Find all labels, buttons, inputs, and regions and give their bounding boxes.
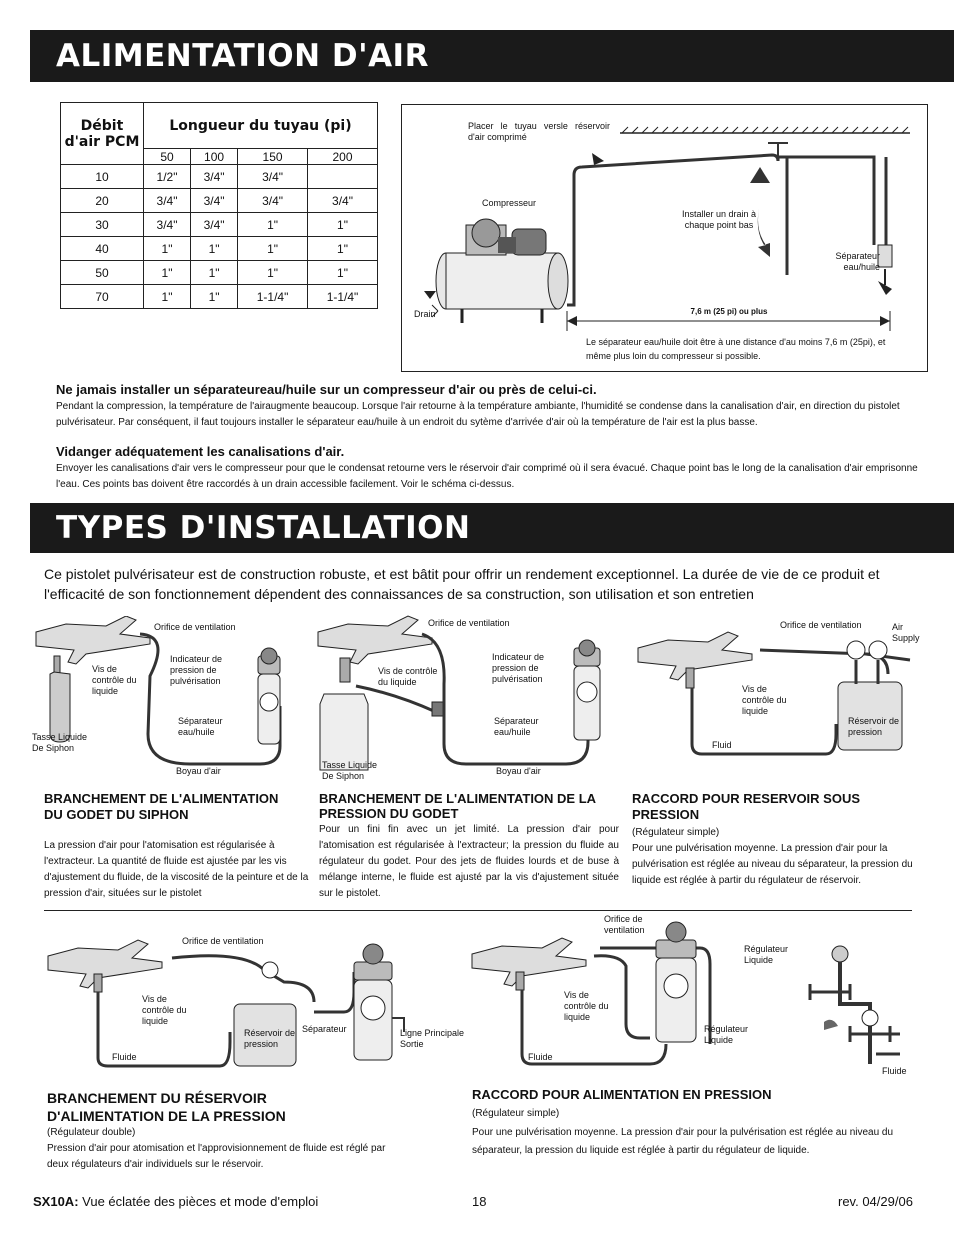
table-row: [61, 165, 378, 189]
label-note: Le séparateur eau/huile doit être à une distance d'au moins 7,6 m (25pi), et même plus loin du compresseur si possible.: [586, 337, 886, 361]
length-cell: 150: [238, 149, 308, 165]
label-boyau: Boyau d'air: [176, 766, 221, 776]
page-number: 18: [472, 1194, 487, 1209]
label-tasse: Tasse Liquide De Siphon: [322, 760, 378, 781]
table-cell: 1": [144, 237, 191, 261]
table-cell: 1": [144, 285, 191, 309]
table-cell: 3/4": [144, 189, 191, 213]
dual-heading: BRANCHEMENT DU RÉSERVOIR D'ALIMENTATION DE LA PRESSION: [47, 1090, 286, 1124]
warning-title: Ne jamais installer un séparateureau/huile sur un compresseur d'air ou près de celui-ci.: [56, 382, 597, 397]
tank-sub: (Régulateur simple): [632, 827, 720, 838]
label-regulateur-2: Régulateur Liquide: [704, 1024, 749, 1045]
label-orifice: Orifice de ventilation: [182, 936, 264, 946]
length-cell: 50: [144, 149, 191, 165]
table-cell: 3/4": [308, 189, 378, 213]
header-debit: Débit d'air PCM: [61, 103, 144, 165]
label-fluid: Fluid: [712, 740, 732, 750]
footer-left: [33, 1194, 318, 1209]
label-orifice: Orifice de ventilation: [428, 618, 510, 628]
label-distance: 7,6 m (25 pi) ou plus: [690, 307, 768, 316]
table-cell: 1": [191, 285, 238, 309]
table-cell: 1": [238, 213, 308, 237]
footer-rev: rev. 04/29/06: [838, 1194, 913, 1209]
label-placer: Placer le tuyau versle réservoir d'air comprimé: [468, 121, 610, 142]
length-cell: 200: [308, 149, 378, 165]
table-cell: 50: [61, 261, 144, 285]
table-cell: 3/4": [191, 165, 238, 189]
table-cell: 1": [238, 237, 308, 261]
label-ligne: Ligne Principale Sortie: [400, 1028, 465, 1049]
footer-desc: Vue éclatée des pièces et mode d'emploi: [82, 1194, 319, 1209]
table-cell: 3/4": [191, 189, 238, 213]
label-fluide-2: Fluide: [882, 1066, 907, 1076]
label-reservoir: Réservoir de pression: [244, 1028, 296, 1049]
compressor-diagram: [401, 104, 928, 372]
warning-body: Pendant la compression, la température de l'airaugmente beaucoup. Lorsque l'air retourne à la température ambiante, l'humidité se condense dans la canalisation d'air, en direction du pistolet pulvérisateur. Par conséquent, il faut toujours installer le séparateur eau/huile à un endroit du sytème d'arrivée d'air où la température de l'air est la plus basse.: [56, 401, 900, 428]
table-row: [61, 189, 378, 213]
fluid-heading: RACCORD POUR ALIMENTATION EN PRESSION: [472, 1087, 772, 1102]
label-indicateur: Indicateur de pression de pulvérisation: [170, 654, 223, 686]
label-separateur: Séparateur: [302, 1024, 347, 1034]
fluid-sub: (Régulateur simple): [472, 1108, 560, 1119]
table-cell: 3/4": [238, 189, 308, 213]
compressor-piping-drawing: [402, 105, 927, 371]
pressure-tank-diagram: [630, 614, 924, 786]
siphon-cup-diagram: [30, 616, 320, 788]
label-air-supply: Air Supply: [892, 622, 920, 643]
label-separateur: Séparateur eau/huile: [178, 716, 223, 737]
label-vis: Vis de contrôle du liquide: [142, 994, 187, 1026]
label-drain: Drain: [414, 309, 436, 319]
label-separateur: Séparateur eau/huile: [835, 251, 880, 272]
pressure-cup-body: Pour un fini fin avec un jet limité. La pression d'air pour l'atomisation est régularisée à l'extracteur; la pression du fluide au régulateur du godet. Pour des jets de fluides lourds et de buse à mélange interne, le fluide est ajusté par la vis d'ajustement située sur le pistolet.: [319, 824, 619, 899]
section-banner-air-supply: [30, 30, 954, 82]
table-cell: 1/2": [144, 165, 191, 189]
table-cell: 10: [61, 165, 144, 189]
footer-model: SX10A:: [33, 1194, 79, 1209]
label-fluide: Fluide: [112, 1052, 137, 1062]
table-cell: 70: [61, 285, 144, 309]
label-reservoir: Réservoir de pression: [848, 716, 900, 737]
siphon-body: La pression d'air pour l'atomisation est régularisée à l'extracteur. La quantité de fluide est ajustée par les vis d'ajustement du fluide, de la viscosité de la peinture et de la pression d'air, situées sur le pistolet: [44, 840, 309, 899]
table-cell: 3/4": [191, 213, 238, 237]
table-cell: 1": [308, 213, 378, 237]
table-cell: [308, 165, 378, 189]
table-cell: 30: [61, 213, 144, 237]
label-fluide-1: Fluide: [528, 1052, 553, 1062]
table-cell: 3/4": [144, 213, 191, 237]
installation-intro: Ce pistolet pulvérisateur est de construction robuste, et est bâtit pour offrir un rendement exceptionnel. La durée de vie de ce produit et l'efficacité de son fonctionnement dépendent des connaissances de sa construction, son utilisation et son entretien: [44, 566, 880, 602]
label-compresseur: Compresseur: [482, 198, 537, 208]
table-cell: 1": [308, 261, 378, 285]
label-vis: Vis de contrôle du liquide: [564, 990, 609, 1022]
fluid-regulator-diagram: [470, 914, 914, 1082]
label-orifice: Orifice de ventilation: [780, 620, 862, 630]
air-hose-table: [60, 102, 378, 309]
section-title: TYPES D'INSTALLATION: [56, 510, 471, 546]
table-cell: 1": [238, 261, 308, 285]
table-cell: 1": [308, 237, 378, 261]
table-cell: 1": [191, 237, 238, 261]
dual-sub: (Régulateur double): [47, 1127, 136, 1138]
divider: [44, 910, 912, 911]
table-row: [61, 237, 378, 261]
label-orifice: Orifice de ventilation: [604, 914, 645, 935]
table-cell: 40: [61, 237, 144, 261]
table-row: [61, 261, 378, 285]
length-cell: 100: [191, 149, 238, 165]
table-cell: 1": [144, 261, 191, 285]
siphon-heading: BRANCHEMENT DE L'ALIMENTATION DU GODET DU SIPHON: [44, 791, 279, 822]
label-separateur: Séparateur eau/huile: [494, 716, 539, 737]
table-cell: 1-1/4": [308, 285, 378, 309]
header-longueur: Longueur du tuyau (pi): [144, 103, 378, 149]
fluid-body: Pour une pulvérisation moyenne. La pression d'air pour la pulvérisation est réglée au niveau du séparateur, la pression du liquide est réglée à partir du régulateur de liquide.: [472, 1127, 894, 1156]
table-row: [61, 213, 378, 237]
tank-body: Pour une pulvérisation moyenne. La pression d'air pour la pulvérisation est réglée au niveau du séparateur, la pression du liquide est réglée à partir du régulateur de réservoir.: [632, 843, 913, 886]
table-row: [61, 285, 378, 309]
drain-title: Vidanger adéquatement les canalisations d'air.: [56, 444, 345, 459]
label-regulateur-1: Régulateur Liquide: [744, 944, 789, 965]
table-cell: 20: [61, 189, 144, 213]
dual-body: Pression d'air pour atomisation et l'approvisionnement de fluide est réglé par deux régulateurs d'air individuels sur le réservoir.: [47, 1143, 386, 1170]
label-vis: Vis de contrôle du liquide: [378, 666, 438, 687]
pressure-cup-diagram: [316, 614, 616, 786]
label-tasse: Tasse Liquide De Siphon: [32, 732, 88, 753]
label-vis: Vis de contrôle du liquide: [92, 664, 137, 696]
spray-gun-drawing: [30, 616, 320, 788]
pressure-cup-heading: BRANCHEMENT DE L'ALIMENTATION DE LA PRESSION DU GODET: [319, 791, 596, 821]
label-installer: Installer un drain à chaque point bas: [681, 209, 757, 230]
section-banner-installation: [30, 503, 954, 553]
label-boyau: Boyau d'air: [496, 766, 541, 776]
label-orifice: Orifice de ventilation: [154, 622, 236, 632]
table-cell: 3/4": [238, 165, 308, 189]
dual-regulator-diagram: [44, 922, 464, 1082]
tank-heading: RACCORD POUR RESERVOIR SOUS PRESSION: [632, 791, 861, 822]
drain-body: Envoyer les canalisations d'air vers le compresseur pour que le condensat retourne vers le réservoir d'air comprimé où il sera évacué. Chaque point bas le long de la canalisation d'air emprisonne l'eau. Ces points bas doivent être raccordés à un drain accessible facilement. Voir le schéma ci-dessus.: [56, 463, 918, 490]
label-indicateur: Indicateur de pression de pulvérisation: [492, 652, 545, 684]
label-vis: Vis de contrôle du liquide: [742, 684, 787, 716]
section-title: ALIMENTATION D'AIR: [56, 38, 429, 74]
table-cell: 1-1/4": [238, 285, 308, 309]
table-cell: 1": [191, 261, 238, 285]
